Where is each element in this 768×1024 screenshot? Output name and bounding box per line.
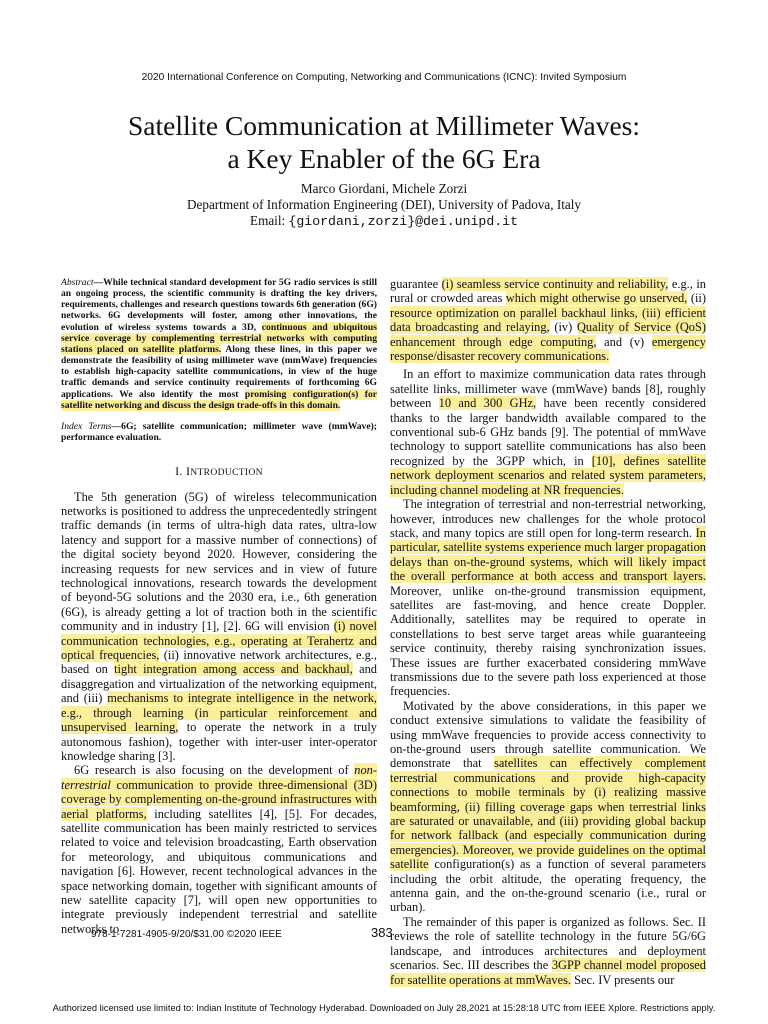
text-run: (ii) [687,291,706,306]
text-run: e.g., in rural or crowded areas [390,277,706,306]
paper-title [0,109,768,175]
text-run: Moreover, unlike on-the-ground transmission equipment, satellites are fast-moving, and hence create Doppler. Additionally, satellites may be required to operate in constellations to best serve target areas while guaranteeing service continuity, thereby raising synchronization issues. These issues are further exacerbated considering mmWave transmissions due to the severe path loss experienced at those frequencies. [390,583,706,699]
authorized-use-notice: Authorized licensed use limited to: Indian Institute of Technology Hyderabad. Downloaded on July 28,2021 at 15:28:18 UTC from IEEE Xplore. Restrictions apply. [52,1003,716,1013]
email-label: Email: [250,213,289,228]
intro-paragraph-2 [61,763,377,936]
left-column [61,277,377,936]
highlight-run: emergency response/disaster recovery communications. [390,334,706,364]
highlight-run: which might otherwise go unserved, [505,291,688,306]
text-run: The 5th generation (5G) of wireless telecommunication networks is positioned to address the unprecedentedly stringent traffic demands (in terms of ultra-high data rates, ultra-low latency and support for a massive number of connections) of the digital society beyond 2020. However, considering the increasing requests for new services and in view of future technological innovations, research towards the development of beyond-5G solutions and the 2030 era, i.e., 6th generation (6G), is already getting a lot of traction both in the scientific community and in industry [1], [2]. 6G will envision [61,489,377,634]
author-block [0,181,768,230]
text-run: The remainder of this paper is organized as follows. Sec. II reviews the role of satellite technology in the future 5G/6G landscape, and introduces architectures and deployment scenarios. Sec. III describes the [390,914,706,973]
text-run: have been recently considered thanks to the larger bandwidth available compared to the conventional sub-6 GHz bands [9]. The potential of mmWave technology to support satellite communications has also been recognized by the 3GPP which, in [390,396,706,468]
highlight-run: [10], defines satellite network deployment scenarios and related system parameters, including channel modeling at NR frequencies. [390,453,706,497]
highlight-run: In particular, satellite systems experience much larger propagation delays than on-the-ground systems, which will likely impact the overall performance at both access and transport layers. [390,525,706,584]
highlight-run: mechanisms to integrate intelligence in the network, e.g., through learning (in particular reinforcement and unsupervised learning, [61,691,378,735]
highlight-run: resource optimization on parallel backhaul links, (iii) efficient data broadcasting and relaying, [390,305,706,335]
page-number: 383 [371,925,393,940]
text-run: (iv) [549,320,577,335]
conference-header: 2020 International Conference on Computing, Networking and Communications (ICNC): Invited Symposium [141,72,627,83]
right-column [390,277,706,987]
email-address: {giordani,zorzi}@dei.unipd.it [288,214,518,229]
text-run: (ii) innovative network architectures, e.g., based on [61,648,377,677]
highlight-run: 3GPP channel model proposed for satellite operations at mmWaves. [390,958,706,987]
highlight-run: (i) novel communication technologies, e.g., operating at Terahertz and optical frequencies, [61,619,377,663]
intro-paragraph-1 [61,490,377,764]
text-run: Motivated by the above considerations, in this paper we conduct extensive simulations to validate the feasibility of using mmWave frequencies to provide access connectivity to on-the-ground users through satellite communication. We demonstrate that [390,698,706,771]
text-run: guarantee [390,277,442,291]
highlight-run: 10 and 300 GHz, [438,396,537,411]
text-run: In an effort to maximize communication data rates through satellite links, millimeter wave (mmWave) bands [8], roughly between [390,367,706,411]
affiliation: Department of Information Engineering (DEI), University of Padova, Italy [186,197,582,212]
isbn-copyright: 978-1-7281-4905-9/20/$31.00 ©2020 IEEE [91,929,282,940]
index-terms-text: 6G; satellite communication; millimeter wave (mmWave); performance evaluation. [61,420,378,444]
text-run: 6G research is also focusing on the development of [74,763,355,778]
intro-paragraph-4 [390,497,706,699]
text-run: and (v) [596,334,652,349]
abstract-highlight-2: promising configuration(s) for satellite networking and discuss the design trade-offs in this domain. [61,388,377,411]
abstract-highlight-1: continuous and ubiquitous service coverage by complementing terrestrial networks with computing stations placed on satellite platforms. [61,321,377,355]
section-title-rest: NTRODUCTION [190,467,263,479]
intro-paragraph-3 [390,367,706,497]
intro-paragraph-2-continued [390,277,706,363]
highlight-text: communication to provide three-dimensional (3D) coverage by complementing on-the-ground infrastructures with aerial platforms, [61,777,377,821]
emphasis-run: non-terrestrial [61,763,377,792]
abstract-text-1: While technical standard development for 5G radio services is still an ongoing process, the scientific community is drafting the key drivers, requirements, challenges and research questions towards 6th generation (6G) networks. 6G developments will foster, among other innovations, the evolution of wireless systems towards a 3D, [61,277,377,333]
highlight-run: satellites can effectively complement terrestrial communications and provide high-capacity connections to mobile terminals by (i) realizing massive beamforming, (ii) filling coverage gaps when terrestrial links are saturated or unavailable, and (iii) providing global backup for network fallback (and especially communication during emergencies). Moreover, we provide guidelines on the optimal satellite [390,756,706,872]
text-run: and disaggregation and virtualization of the networking equipment, and (iii) [61,662,377,706]
highlight-run: Quality of Service (QoS) enhancement through edge computing, [390,320,706,349]
section-number: I. [175,464,186,479]
text-run: configuration(s) as a function of several parameters including the orbit altitude, the operating frequency, the antenna gain, and the on-the-ground scenario (i.e., rural or urban). [390,857,706,915]
title-line-1: Satellite Communication at Millimeter Waves: [127,110,641,141]
text-run: to operate the network in a truly autonomous fashion), together with inter-user inter-operator knowledge sharing [3]. [61,720,377,763]
abstract-dash: — [93,277,104,288]
section-heading-introduction [61,464,377,480]
title-line-2: a Key Enabler of the 6G Era [227,143,541,174]
highlight-run: tight integration among access and backhaul, [114,662,353,677]
text-run: including satellites [4], [5]. For decades, satellite communication has been mainly restricted to services related to voice and television broadcasting, Earth observation for meteorology, and ubiquitous communications and navigation [6]. However, recent technological advances in the space networking domain, together with significant amounts of new satellite capacity [7], will open new opportunities to integrate previously independent terrestrial and satellite networks to [61,806,377,936]
index-terms-dash: — [111,420,122,432]
email-line [0,213,768,230]
intro-paragraph-6 [390,915,706,987]
author-names: Marco Giordani, Michele Zorzi [300,181,468,196]
index-terms [61,421,377,443]
section-title-first: I [186,464,191,479]
abstract-text-2: Along these lines, in this paper we demonstrate the feasibility of using millimeter wave (mmWave) frequencies to establish high-capacity satellite communications, in view of the huge traffic demands and service continuity requirements of forthcoming 6G applications. We also identify the most [61,343,377,400]
text-run: Sec. IV presents our [571,972,675,987]
intro-paragraph-5 [390,699,706,915]
index-terms-lead: Index Terms [61,420,112,432]
abstract-lead: Abstract [61,277,94,288]
abstract [61,277,377,411]
highlight-run: (i) seamless service continuity and reliability, [441,277,669,291]
text-run: The integration of terrestrial and non-terrestrial networking, however, introduces new challenges for the whole protocol stack, and many topics are still open for long-term research. [390,497,706,540]
